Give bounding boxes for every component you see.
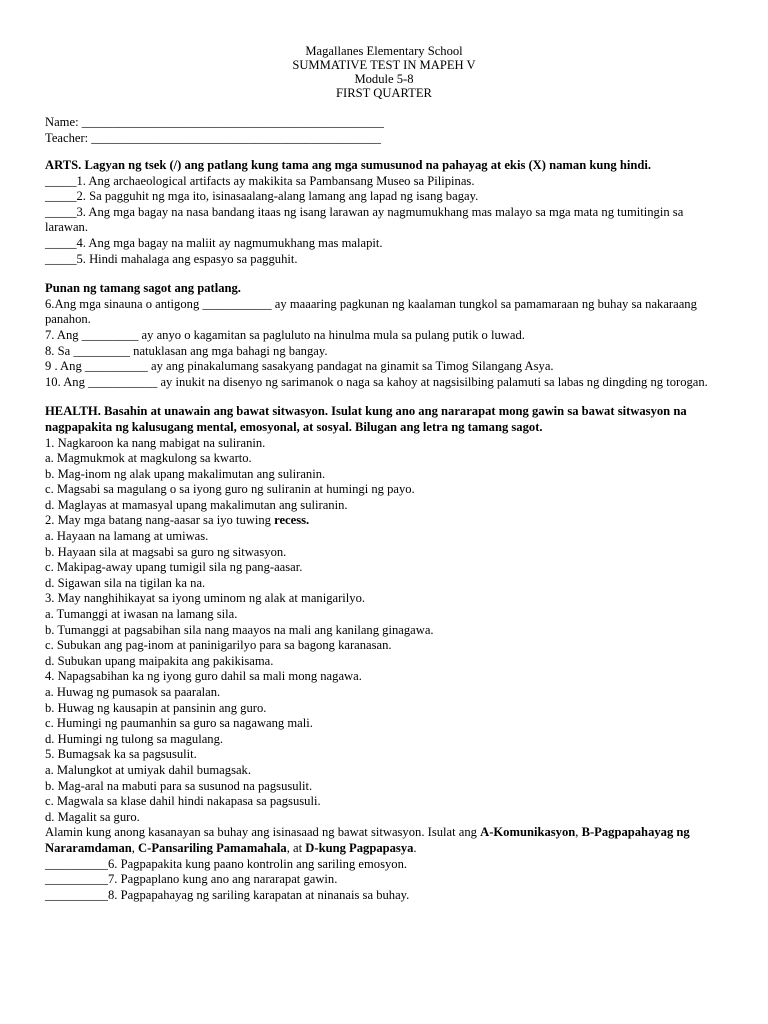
choice-3c: c. Subukan ang pag-inom at paninigarilyo para sa bagong karanasan. xyxy=(45,638,392,653)
arts-item-5: _____5. Hindi mahalaga ang espasyo sa pagguhit. xyxy=(45,251,298,266)
choice-4b: b. Huwag ng kausapin at pansinin ang guro. xyxy=(45,700,267,715)
choice-1a: a. Magmukmok at magkulong sa kwarto. xyxy=(45,451,252,466)
document-header xyxy=(45,44,723,100)
module-label: Module 5-8 xyxy=(354,72,414,86)
choice-1b: b. Mag-inom ng alak upang makalimutan ang suliranin. xyxy=(45,466,326,481)
fill-item-10: 10. Ang ___________ ay inukit na disenyo ng sarimanok o naga sa kahoy at nagsisilbing palamuti sa labas ng dingding ng torogan. xyxy=(45,374,708,389)
school-name: Magallanes Elementary School xyxy=(305,44,463,58)
fill-item-8: 8. Sa _________ natuklasan ang mga bahagi ng bangay. xyxy=(45,343,328,358)
quarter-label: FIRST QUARTER xyxy=(336,86,432,100)
choice-4c: c. Humingi ng paumanhin sa guro sa nagawang mali. xyxy=(45,716,313,731)
identify-item-6: __________6. Pagpapakita kung paano kontrolin ang sariling emosyon. xyxy=(45,856,408,871)
arts-item-2: _____2. Sa pagguhit ng mga ito, isinasaalang-alang lamang ang lapad ng isang bagay. xyxy=(45,189,479,204)
choice-2a: a. Hayaan na lamang at umiwas. xyxy=(45,529,209,544)
arts-item-3: _____3. Ang mga bagay na nasa bandang itaas ng isang larawan ay nagmumukhang mas malayo sa mga mata ng tumitingin sa larawan. xyxy=(45,204,684,235)
choice-3a: a. Tumanggi at iwasan na lamang sila. xyxy=(45,607,238,622)
test-title: SUMMATIVE TEST IN MAPEH V xyxy=(292,58,476,72)
health-question-3: 3. May nanghihikayat sa iyong uminom ng alak at manigarilyo. xyxy=(45,591,366,606)
arts-instruction: ARTS. Lagyan ng tsek (/) ang patlang kung tama ang mga sumusunod na pahayag at ekis (X) naman kung hindi. xyxy=(45,158,651,172)
teacher-field[interactable]: Teacher: ______________________________________________ xyxy=(45,131,381,145)
fill-instruction: Punan ng tamang sagot ang patlang. xyxy=(45,281,241,296)
health-question-2: 2. May mga batang nang-aasar sa iyo tuwing recess. xyxy=(45,513,310,528)
choice-2b: b. Hayaan sila at magsabi sa guro ng sitwasyon. xyxy=(45,544,287,559)
identify-instruction: Alamin kung anong kasanayan sa buhay ang isinasaad ng bawat sitwasyon. Isulat ang A-Komunikasyon, B-Pagpapahayag ng Nararamdaman, C-Pansariling Pamamahala, at D-kung Pagpapasya. xyxy=(45,825,690,855)
choice-3b: b. Tumanggi at pagsabihan sila nang maayos na mali ang kanilang ginagawa. xyxy=(45,622,434,637)
choice-5c: c. Magwala sa klase dahil hindi nakapasa sa pagsusuli. xyxy=(45,794,321,809)
choice-5a: a. Malungkot at umiyak dahil bumagsak. xyxy=(45,762,252,777)
health-question-1: 1. Nagkaroon ka nang mabigat na suliranin. xyxy=(45,435,266,450)
health-question-5: 5. Bumagsak ka sa pagsusulit. xyxy=(45,747,197,762)
choice-2d: d. Sigawan sila na tigilan ka na. xyxy=(45,575,206,590)
choice-1d: d. Maglayas at mamasyal upang makalimutan ang suliranin. xyxy=(45,497,348,512)
fill-item-9: 9 . Ang __________ ay ang pinakalumang sasakyang pandagat na ginamit sa Timog Silangang Asya. xyxy=(45,359,554,374)
fill-item-7: 7. Ang _________ ay anyo o kagamitan sa pagluluto na hinulma mula sa pulang putik o luwad. xyxy=(45,327,525,342)
identify-item-7: __________7. Pagpaplano kung ano ang nararapat gawin. xyxy=(45,872,338,887)
choice-5b: b. Mag-aral na mabuti para sa susunod na pagsusulit. xyxy=(45,778,313,793)
arts-section xyxy=(45,158,768,390)
health-section xyxy=(45,404,768,903)
choice-3d: d. Subukan upang maipakita ang pakikisama. xyxy=(45,653,274,668)
name-field[interactable]: Name: ________________________________________________ xyxy=(45,115,384,129)
choice-2c: c. Makipag-away upang tumigil sila ng pang-aasar. xyxy=(45,560,303,575)
choice-4a: a. Huwag ng pumasok sa paaralan. xyxy=(45,685,221,699)
health-question-4: 4. Napagsabihan ka ng iyong guro dahil sa mali mong nagawa. xyxy=(45,669,362,684)
choice-5d: d. Magalit sa guro. xyxy=(45,809,140,824)
choice-1c: c. Magsabi sa magulang o sa iyong guro ng suliranin at humingi ng payo. xyxy=(45,482,415,497)
arts-item-4: _____4. Ang mga bagay na maliit ay nagmumukhang mas malapit. xyxy=(45,235,383,250)
health-instruction: HEALTH. Basahin at unawain ang bawat sitwasyon. Isulat kung ano ang nararapat mong gawin sa bawat sitwasyon na nagpapakita ng kalusugang mental, emosyonal, at sosyal. Bilugan ang letra ng tamang sagot. xyxy=(45,404,687,434)
arts-item-1: _____1. Ang archaeological artifacts ay makikita sa Pambansang Museo sa Pilipinas. xyxy=(45,173,475,188)
choice-4d: d. Humingi ng tulong sa magulang. xyxy=(45,731,224,746)
fill-item-6: 6.Ang mga sinauna o antigong ___________ ay maaaring pagkunan ng kaalaman tungkol sa pamamaraan ng buhay sa nakaraang panahon. xyxy=(45,296,697,327)
identify-item-8: __________8. Pagpapahayag ng sariling karapatan at ninanais sa buhay. xyxy=(45,887,410,902)
